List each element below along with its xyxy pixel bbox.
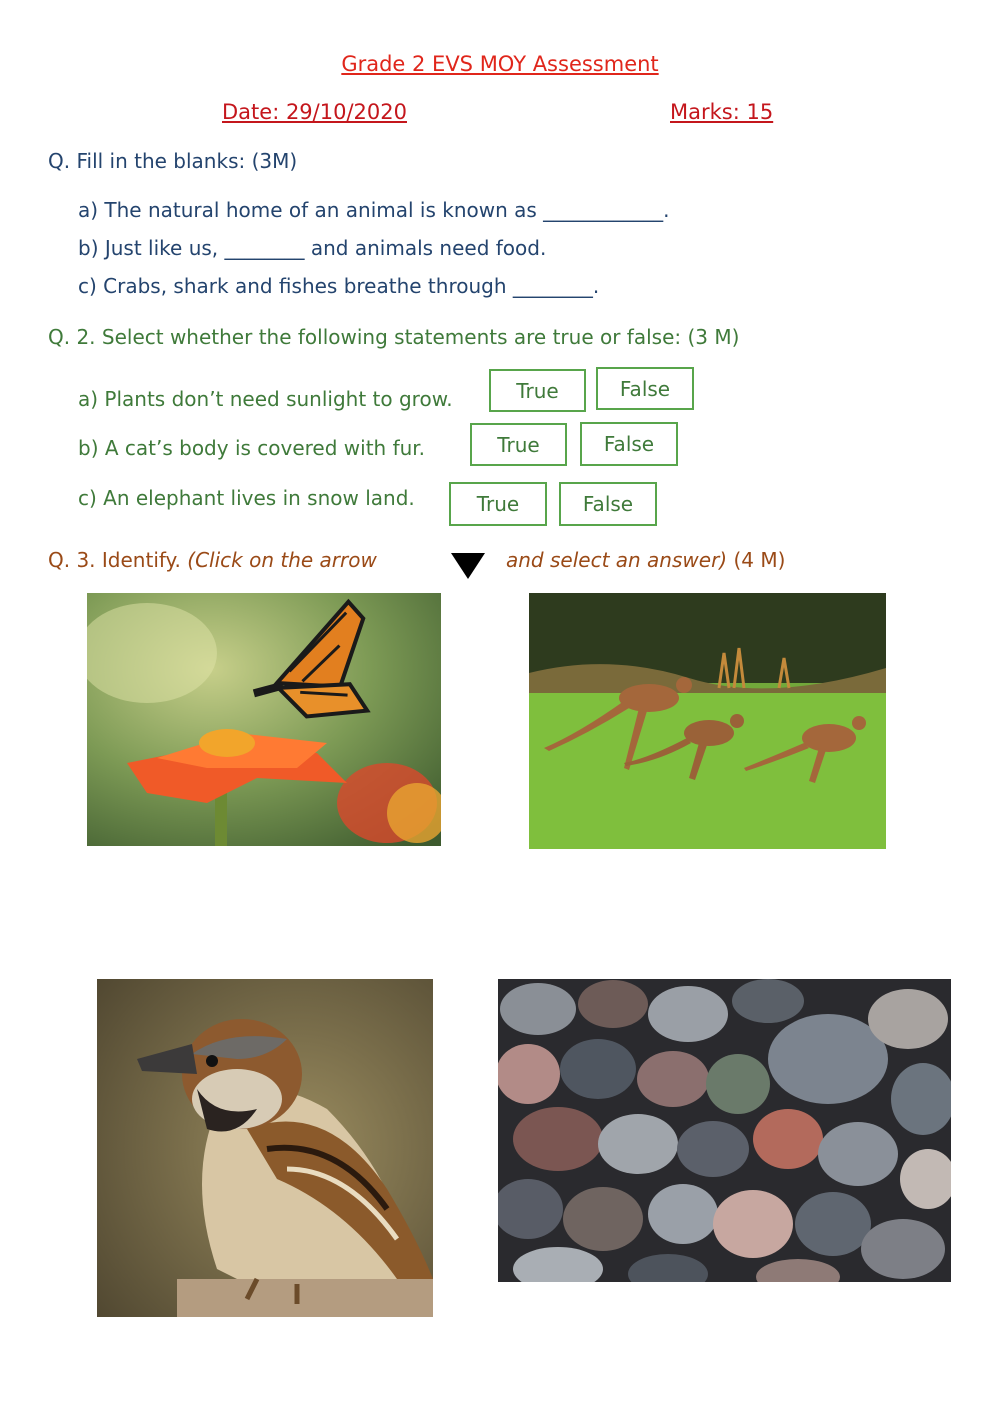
q2a-true-button[interactable]: True (489, 369, 586, 412)
q1-item-a: a) The natural home of an animal is known as ____________. (78, 198, 670, 222)
pebbles-image (498, 979, 951, 1282)
q2c-true-button[interactable]: True (449, 482, 547, 526)
assessment-date: Date: 29/10/2020 (222, 100, 407, 124)
butterfly-on-flower-image (87, 593, 441, 846)
q2b-false-button[interactable]: False (580, 422, 678, 466)
q2a-false-button[interactable]: False (596, 367, 694, 410)
q3-heading (48, 548, 377, 572)
q1-item-b: b) Just like us, ________ and animals need food. (78, 236, 547, 260)
q2b-true-button[interactable]: True (470, 423, 567, 466)
kangaroos-image (529, 593, 886, 849)
q1-heading: Q. Fill in the blanks: (3M) (48, 149, 298, 173)
q2-item-c: c) An elephant lives in snow land. (78, 486, 415, 510)
q1-item-c: c) Crabs, shark and fishes breathe through ________. (78, 274, 600, 298)
page-title: Grade 2 EVS MOY Assessment (341, 52, 659, 76)
q3-instruction-a: (Click on the arrow (187, 548, 377, 572)
q2-heading: Q. 2. Select whether the following statements are true or false: (3 M) (48, 325, 740, 349)
q3-instruction-b: and select an answer) (506, 548, 728, 572)
q3-marks: (4 M) (727, 548, 786, 572)
q2c-false-button[interactable]: False (559, 482, 657, 526)
dropdown-arrow-icon[interactable] (451, 553, 485, 579)
q3-heading-rest (506, 548, 785, 572)
q3-prefix: Q. 3. Identify. (48, 548, 188, 572)
q2-item-b: b) A cat’s body is covered with fur. (78, 436, 426, 460)
q2-item-a: a) Plants don’t need sunlight to grow. (78, 387, 453, 411)
sparrow-image (97, 979, 433, 1317)
total-marks: Marks: 15 (670, 100, 774, 124)
